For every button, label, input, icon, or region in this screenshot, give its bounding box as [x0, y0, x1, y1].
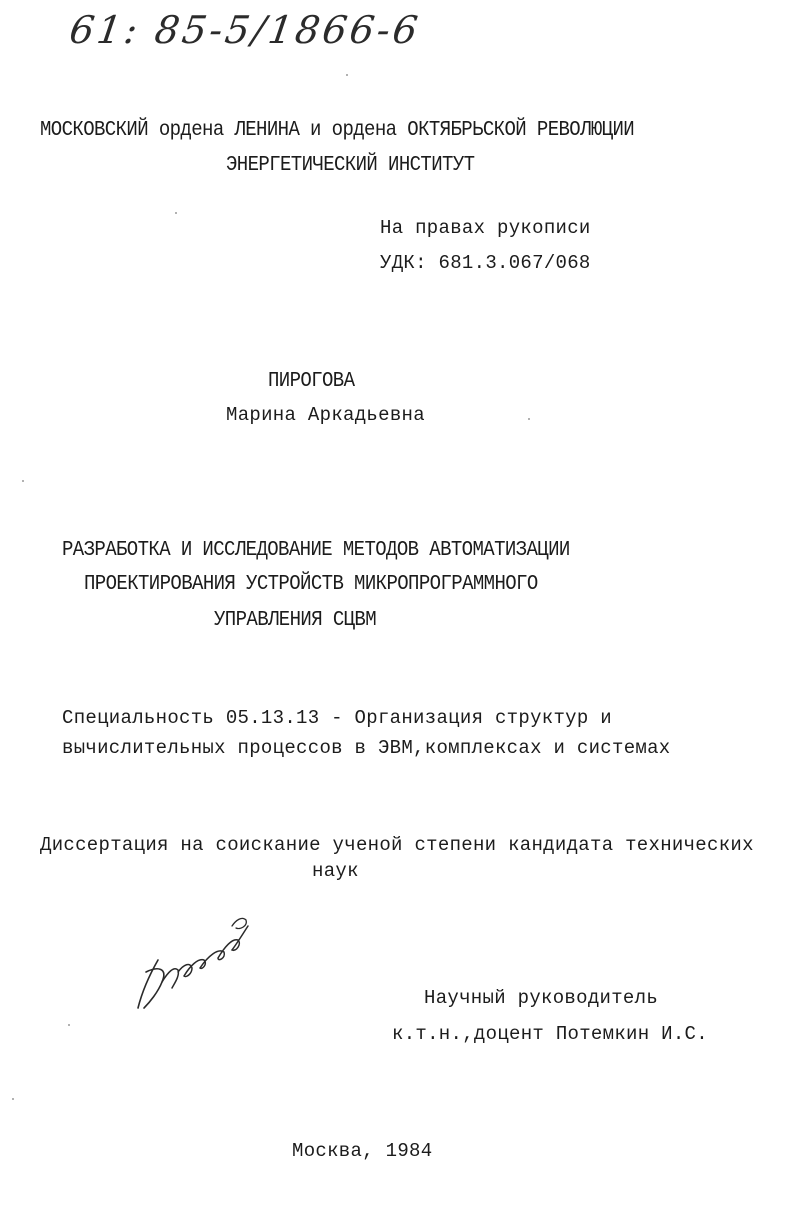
- title-line-2: ПРОЕКТИРОВАНИЯ УСТРОЙСТВ МИКРОПРОГРАММНОГО: [84, 571, 538, 596]
- dissertation-line-2: наук: [312, 860, 359, 882]
- signature: [128, 912, 258, 1022]
- scan-speck: [346, 74, 348, 76]
- institution-line-2: ЭНЕРГЕТИЧЕСКИЙ ИНСТИТУТ: [226, 152, 475, 177]
- specialty-line-2: вычислительных процессов в ЭВМ,комплексах и системах: [62, 737, 671, 759]
- scan-speck: [12, 1098, 14, 1100]
- supervisor-name: к.т.н.,доцент Потемкин И.С.: [392, 1023, 708, 1045]
- specialty-line-1: Специальность 05.13.13 - Организация структур и: [62, 707, 612, 729]
- author-given-names: Марина Аркадьевна: [226, 404, 425, 426]
- archive-stamp: 61: 85-5/1866-6: [66, 8, 424, 52]
- city-year: Москва, 1984: [292, 1140, 433, 1162]
- scan-speck: [528, 418, 530, 420]
- manuscript-rights: На правах рукописи: [380, 217, 591, 239]
- title-line-1: РАЗРАБОТКА И ИССЛЕДОВАНИЕ МЕТОДОВ АВТОМАТИЗАЦИИ: [62, 537, 570, 562]
- supervisor-label: Научный руководитель: [424, 987, 659, 1009]
- institution-line-1: МОСКОВСКИЙ ордена ЛЕНИНА и ордена ОКТЯБРЬСКОЙ РЕВОЛЮЦИИ: [40, 117, 635, 142]
- author-surname: ПИРОГОВА: [268, 368, 355, 393]
- udk-code: УДК: 681.3.067/068: [380, 252, 591, 274]
- scan-speck: [22, 480, 24, 482]
- scan-speck: [175, 212, 177, 214]
- title-line-3: УПРАВЛЕНИЯ СЦВМ: [214, 607, 377, 632]
- dissertation-line-1: Диссертация на соискание ученой степени кандидата технических: [40, 834, 754, 856]
- scan-speck: [68, 1024, 70, 1026]
